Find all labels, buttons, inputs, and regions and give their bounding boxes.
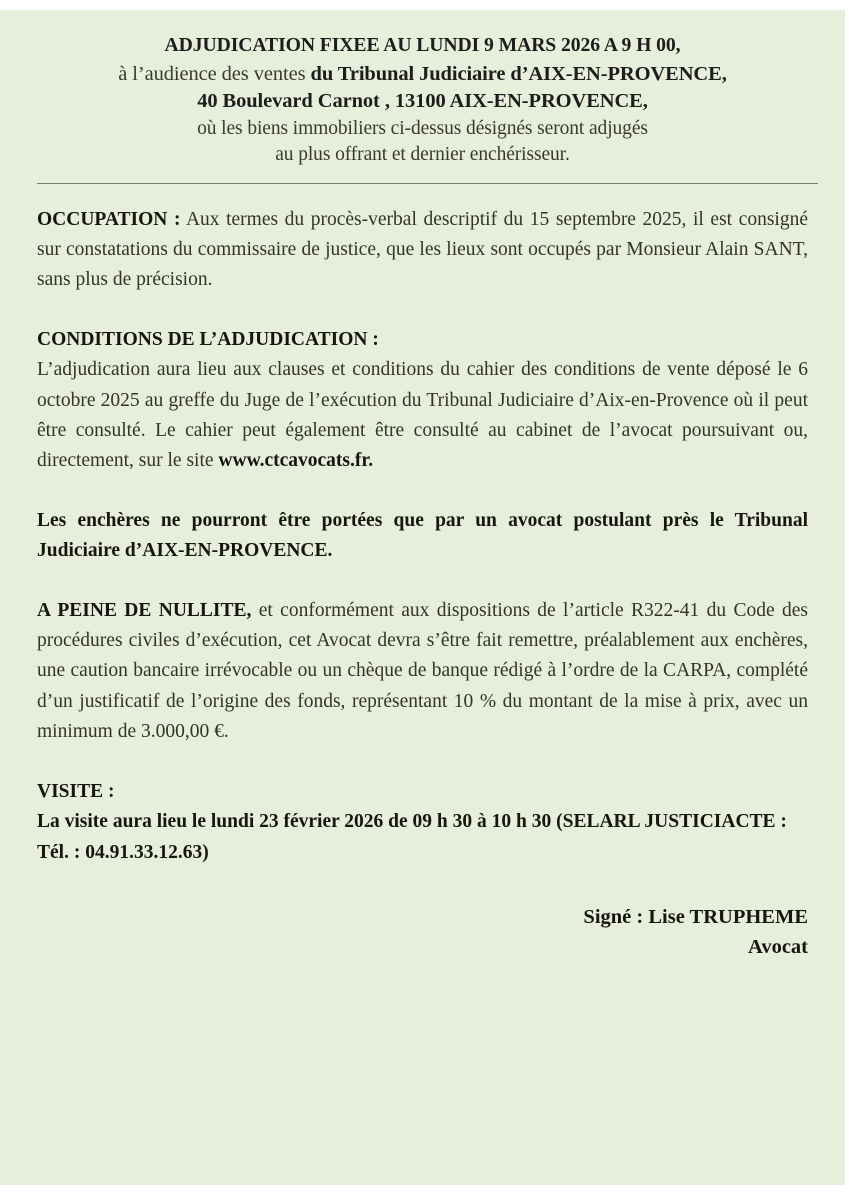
conditions-website-link[interactable]: www.ctcavocats.fr. — [218, 450, 374, 472]
document-body — [37, 184, 808, 963]
header-line-biens: où les biens immobiliers ci-dessus désignés seront adjugés — [197, 117, 648, 139]
spacer — [37, 567, 808, 596]
visite-line-1: La visite aura lieu le lundi 23 février 2026 de 09 h 30 à 10 h 30 (SELARL JUSTICIACTE : — [37, 811, 787, 833]
header-line-tribunal — [37, 61, 808, 89]
signature-name: Signé : Lise TRUPHEME — [583, 905, 808, 928]
paragraph-peine-de-nullite — [37, 596, 808, 748]
header-tribunal-name: du Tribunal Judiciaire d’AIX-EN-PROVENCE, — [310, 62, 727, 85]
signature-title: Avocat — [748, 935, 808, 958]
document-header — [37, 10, 808, 169]
paragraph-encheres: Les enchères ne pourront être portées que par un avocat postulant près le Tribunal Judiciaire d’AIX-EN-PROVENCE. — [37, 509, 808, 562]
header-line-encherisseur: au plus offrant et dernier enchérisseur. — [275, 144, 570, 166]
nullite-label: A PEINE DE NULLITE, — [37, 599, 252, 621]
document-page — [0, 10, 845, 1185]
spacer — [37, 477, 808, 506]
header-tribunal-prefix: à l’audience des ventes — [118, 62, 311, 85]
paragraph-conditions — [37, 355, 808, 477]
occupation-text: Aux termes du procès-verbal descriptif du 15 septembre 2025, il est consigné sur constatations du commissaire de justice, que les lieux sont occupés par Monsieur Alain SANT, sans plus de précision. — [37, 208, 808, 291]
visite-line-2: Tél. : 04.91.33.12.63) — [37, 841, 209, 863]
spacer — [37, 748, 808, 777]
occupation-label: OCCUPATION : — [37, 208, 181, 230]
header-line-address: 40 Boulevard Carnot , 13100 AIX-EN-PROVENCE, — [197, 90, 648, 113]
signature-block — [37, 868, 808, 962]
header-line-adjudication-date: ADJUDICATION FIXEE AU LUNDI 9 MARS 2026 A 9 H 00, — [164, 34, 681, 56]
heading-conditions-adjudication: CONDITIONS DE L’ADJUDICATION : — [37, 328, 379, 350]
spacer — [37, 296, 808, 325]
nullite-text: et conformément aux dispositions de l’article R322-41 du Code des procédures civiles d’exécution, cet Avocat devra s’être fait remettre, préalablement aux enchères, une caution bancaire irrévocable ou un chèque de banque rédigé à l’ordre de la CARPA, complété d’un justificatif de l’origine des fonds, représentant 10 % du montant de la mise à prix, avec un minimum de 3.000,00 €. — [37, 599, 808, 743]
conditions-text: L’adjudication aura lieu aux clauses et conditions du cahier des conditions de vente déposé le 6 octobre 2025 au greffe du Juge de l’exécution du Tribunal Judiciaire d’Aix-en-Provence où il peut être consulté. Le cahier peut également être consulté au cabinet de l’avocat poursuivant ou, directement, sur le site — [37, 359, 808, 472]
heading-visite: VISITE : — [37, 780, 115, 802]
paragraph-occupation — [37, 205, 808, 296]
